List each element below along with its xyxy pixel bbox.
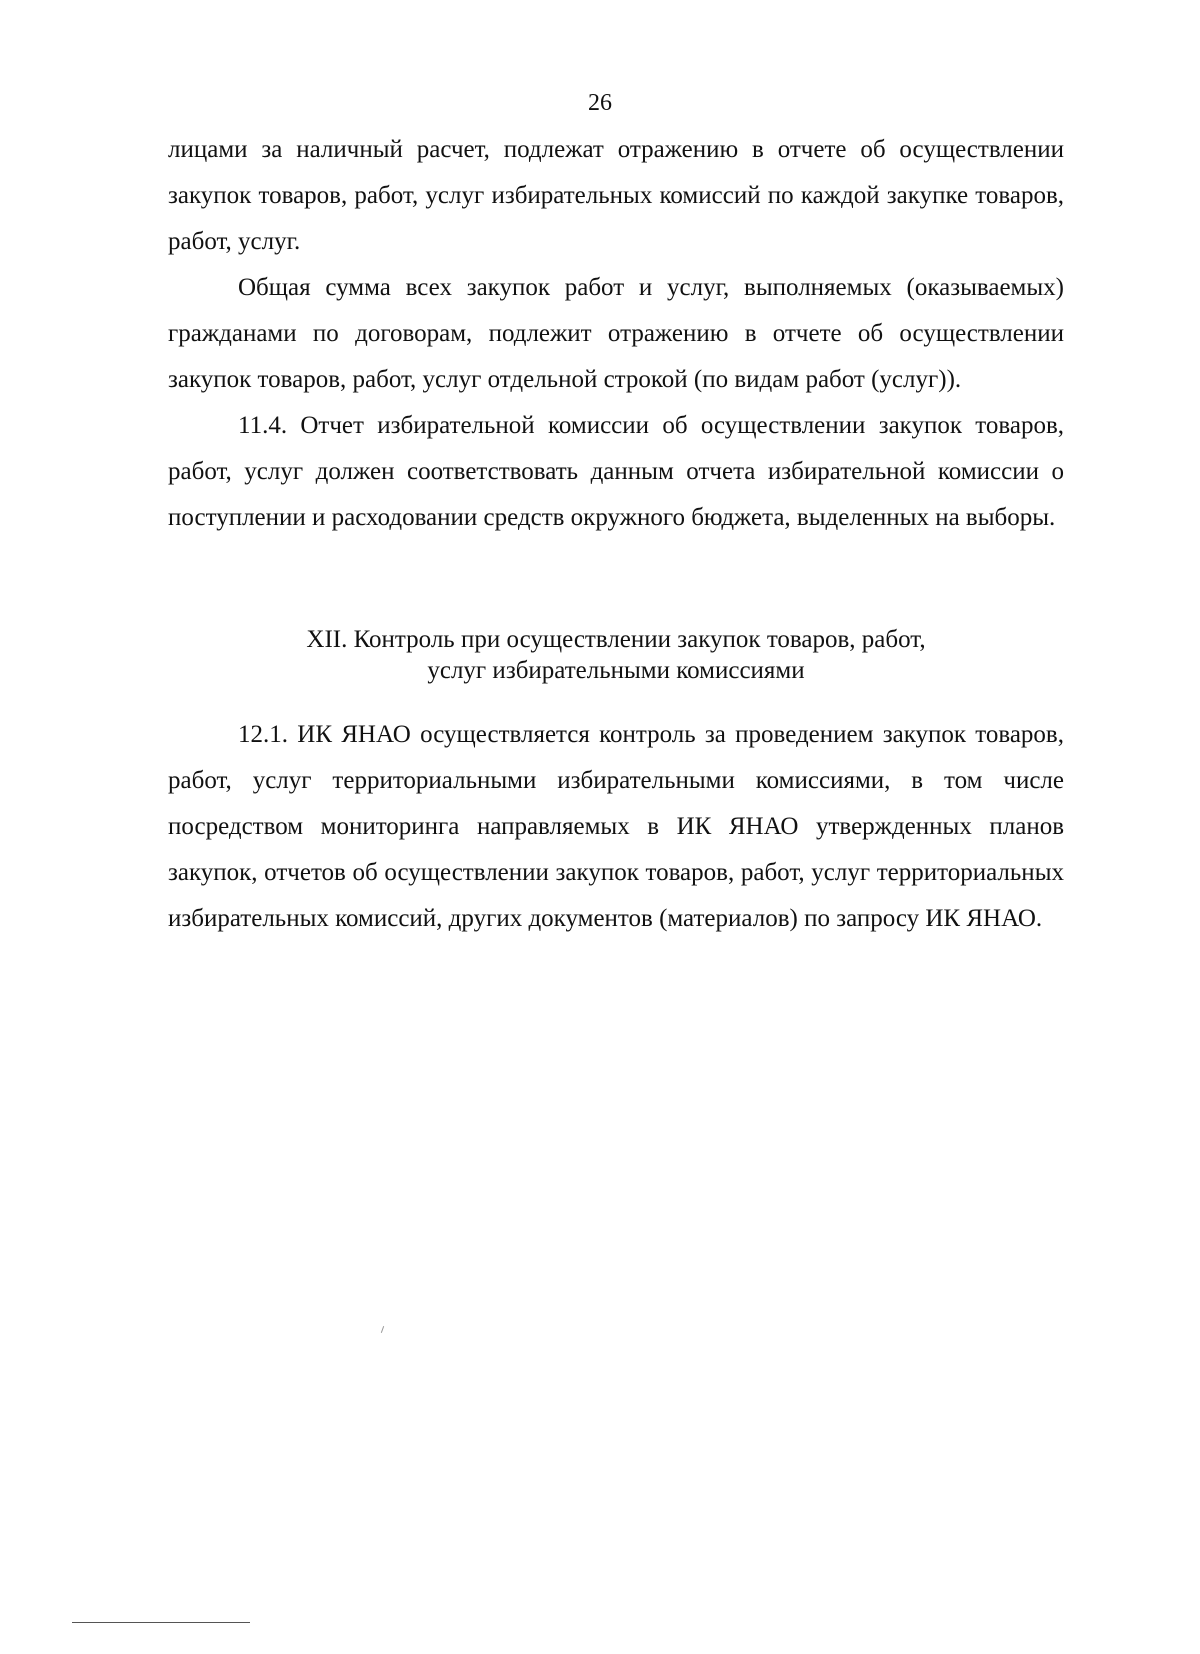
scan-speck [381,1326,384,1333]
paragraph-12-1: 12.1. ИК ЯНАО осуществляется контроль за проведением закупок товаров, работ, услуг территориальными избирательными комиссиями, в том числе посредством мониторинга направляемых в ИК ЯНАО утвержденных планов закупок, отчетов об осуществлении закупок товаров, работ, услуг территориальных избирательных комиссий, других документов (материалов) по запросу ИК ЯНАО. [168,721,1064,932]
text-block-bottom [168,712,1064,942]
paragraph-continuation: лицами за наличный расчет, подлежат отражению в отчете об осуществлении закупок товаров, работ, услуг избирательных комиссий по каждой закупке товаров, работ, услуг. [168,136,1064,255]
paragraph-11-4: 11.4. Отчет избирательной комиссии об осуществлении закупок товаров, работ, услуг должен соответствовать данным отчета избирательной комиссии о поступлении и расходовании средств окружного бюджета, выделенных на выборы. [168,412,1064,531]
page-number: 26 [588,90,612,116]
section-heading-line-2: услуг избирательными комиссиями [427,657,805,684]
paragraph-total-sum: Общая сумма всех закупок работ и услуг, выполняемых (оказываемых) гражданами по договорам, подлежит отражению в отчете об осуществлении закупок товаров, работ, услуг отдельной строкой (по видам работ (услуг)). [168,274,1064,393]
section-heading [168,624,1064,686]
footer-rule [72,1622,250,1623]
section-heading-line-1: XII. Контроль при осуществлении закупок товаров, работ, [306,626,926,653]
text-block-top [168,127,1064,541]
